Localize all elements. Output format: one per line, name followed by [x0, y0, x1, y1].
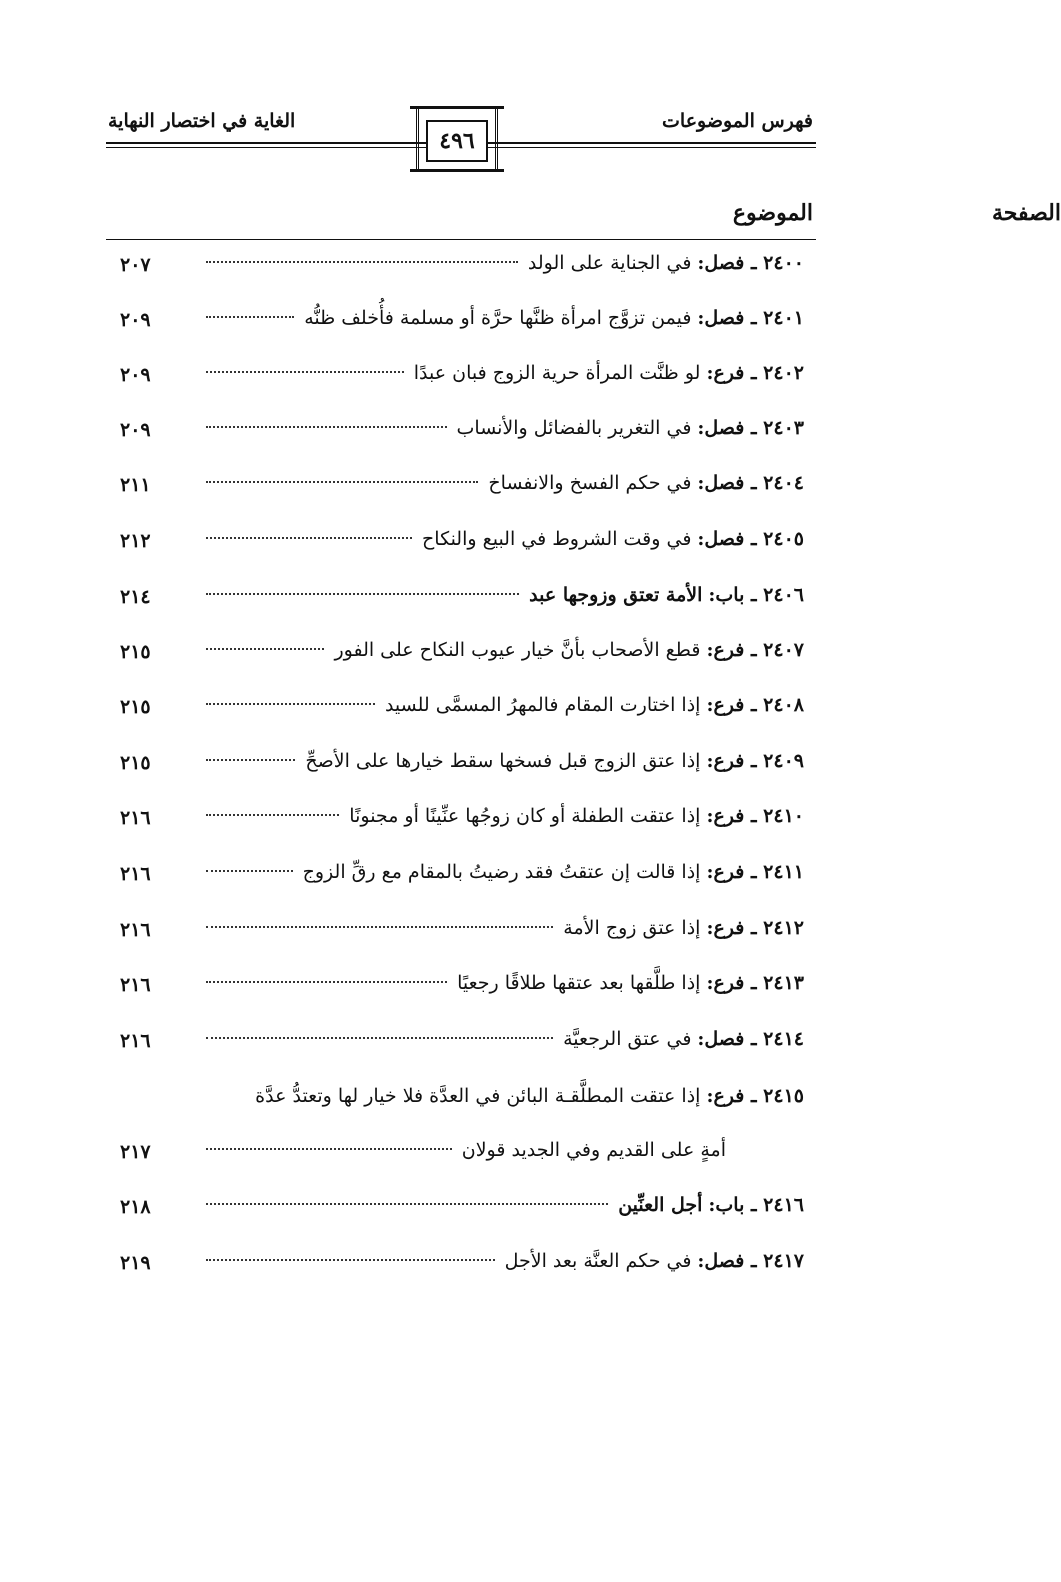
toc-row	[106, 358, 816, 398]
toc-entry	[206, 472, 804, 494]
dot-leader	[206, 1036, 553, 1039]
toc-entry-title: أمةٍ على القديم وفي الجديد قولان	[461, 1139, 726, 1161]
toc-entry-number: ٢٤٠٦ ـ باب:	[708, 584, 804, 606]
running-header-book-title: الغاية في اختصار النهاية	[108, 110, 296, 132]
toc-entry-title: إذا عتقت المطلَّقـة البائن في العدَّة فلا خيار لها وتعتدُّ عدَّة	[255, 1085, 701, 1107]
column-header-page: الصفحة	[991, 200, 1061, 226]
toc-entry	[206, 1194, 804, 1216]
toc-entry-title: الأمة تعتق وزوجها عبد	[529, 584, 703, 606]
page-number: ٤٩٦	[426, 120, 488, 162]
toc-entry-title: إذا عتق الزوج قبل فسخها سقط خيارها على الأصحِّ	[305, 750, 701, 772]
toc-entry-title: في وقت الشروط في البيع والنكاح	[422, 528, 692, 550]
toc-page-number: ٢١٧	[120, 1141, 151, 1163]
toc-entry-title: إذا عتقت الطفلة أو كان زوجُها عنِّينًا أو مجنونًا	[349, 805, 701, 827]
toc-entry	[206, 1250, 804, 1272]
toc-row	[106, 1190, 816, 1230]
toc-page-number: ٢١٩	[120, 1252, 151, 1274]
toc-entry-number: ٢٤١٠ ـ فرع:	[706, 805, 804, 827]
toc-entry	[206, 362, 804, 384]
toc-entry-title: أجل العنِّين	[618, 1194, 703, 1216]
toc-page-number: ٢١٦	[120, 807, 151, 829]
toc-page-number: ٢١٥	[120, 641, 151, 663]
toc-row	[106, 857, 816, 897]
toc-entry	[206, 307, 804, 329]
toc-row	[106, 413, 816, 453]
toc-entry-title: في حكم الفسخ والانفساخ	[488, 472, 692, 494]
toc-entry-number: ٢٤١٦ ـ باب:	[708, 1194, 804, 1216]
toc-entry-number: ٢٤٠٢ ـ فرع:	[706, 362, 804, 384]
toc-row	[106, 248, 816, 288]
toc-entry-number: ٢٤٠٧ ـ فرع:	[706, 639, 804, 661]
toc-row	[106, 303, 816, 343]
dot-leader	[206, 1202, 608, 1205]
toc-row	[106, 968, 816, 1008]
running-header-section: فهرس الموضوعات	[662, 110, 813, 132]
dot-leader	[206, 980, 447, 983]
toc-entry-number: ٢٤٠١ ـ فصل:	[697, 307, 804, 329]
dot-leader	[206, 925, 553, 928]
toc-page-number: ٢١٥	[120, 696, 151, 718]
toc-page-number: ٢١٦	[120, 863, 151, 885]
dot-leader	[206, 869, 293, 872]
toc-entry-title: في عتق الرجعيَّة	[563, 1028, 692, 1050]
toc-entry	[206, 1028, 804, 1050]
toc-entry	[206, 1139, 726, 1161]
toc-entry	[206, 639, 804, 661]
dot-leader	[206, 425, 447, 428]
toc-entry	[206, 1085, 804, 1107]
toc-page-number: ٢١٦	[120, 974, 151, 996]
toc-row	[106, 746, 816, 786]
toc-entry-number: ٢٤٠٤ ـ فصل:	[697, 472, 804, 494]
toc-entry-number: ٢٤٠٩ ـ فرع:	[706, 750, 804, 772]
toc-entry-title: في حكم العنَّة بعد الأجل	[504, 1250, 692, 1272]
toc-entry	[206, 252, 804, 274]
toc-page-number: ٢١٦	[120, 1030, 151, 1052]
toc-entry-number: ٢٤١١ ـ فرع:	[706, 861, 804, 883]
dot-leader	[206, 758, 295, 761]
toc-page-number: ٢١٤	[120, 586, 151, 608]
toc-row	[106, 1135, 816, 1175]
toc-page-number: ٢١٦	[120, 919, 151, 941]
toc-page-number: ٢١٨	[120, 1196, 151, 1218]
toc-page-number: ٢١٢	[120, 530, 151, 552]
toc-entry-title: قطع الأصحاب بأنَّ خيار عيوب النكاح على الفور	[334, 639, 701, 661]
toc-page-number: ٢١١	[120, 474, 151, 496]
column-header-subject: الموضوع	[732, 200, 813, 226]
toc-page-number: ٢٠٩	[120, 419, 151, 441]
toc-entry-title: في التغرير بالفضائل والأنساب	[456, 417, 692, 439]
dot-leader	[206, 260, 518, 263]
toc-row	[106, 1246, 816, 1286]
toc-entry-number: ٢٤١٢ ـ فرع:	[706, 917, 804, 939]
toc-entry	[206, 750, 804, 772]
dot-leader	[206, 592, 519, 595]
toc-entry	[206, 528, 804, 550]
dot-leader	[206, 1147, 452, 1150]
toc-entry	[206, 917, 804, 939]
toc-entry-title: في الجناية على الولد	[527, 252, 692, 274]
dot-leader	[206, 536, 412, 539]
toc-row	[106, 1081, 816, 1121]
toc-entry	[206, 694, 804, 716]
toc-row	[106, 468, 816, 508]
toc-page-number: ٢٠٧	[120, 254, 151, 276]
toc-row	[106, 524, 816, 564]
toc-entry-number: ٢٤١٤ ـ فصل:	[697, 1028, 804, 1050]
toc-entry	[206, 805, 804, 827]
toc-entry-title: إذا اختارت المقام فالمهرُ المسمَّى للسيد	[384, 694, 701, 716]
toc-entry	[206, 972, 804, 994]
toc-entry-number: ٢٤١٥ ـ فرع:	[706, 1085, 804, 1107]
toc-entry-number: ٢٤١٣ ـ فرع:	[706, 972, 804, 994]
toc-entry-title: إذا عتق زوج الأمة	[563, 917, 701, 939]
toc-row	[106, 1024, 816, 1064]
dot-leader	[206, 1258, 495, 1261]
toc-page-number: ٢١٥	[120, 752, 151, 774]
toc-entry-title: إذا طلَّقها بعد عتقها طلاقًا رجعيًا	[457, 972, 701, 994]
dot-leader	[206, 370, 404, 373]
toc-entry-title: فيمن تزوَّج امرأة ظنَّها حرَّة أو مسلمة فأُخلف ظنُّه	[304, 307, 692, 329]
page-number-box	[416, 106, 498, 172]
toc-entry-number: ٢٤٠٨ ـ فرع:	[706, 694, 804, 716]
toc-entry-number: ٢٤٠٥ ـ فصل:	[697, 528, 804, 550]
toc-entry-number: ٢٤٠٣ ـ فصل:	[697, 417, 804, 439]
toc-entry-number: ٢٤١٧ ـ فصل:	[697, 1250, 804, 1272]
column-header-rule	[106, 239, 816, 240]
dot-leader	[206, 702, 375, 705]
toc-entry-title: لو ظنَّت المرأة حرية الزوج فبان عبدًا	[413, 362, 701, 384]
toc-entry-title: إذا قالت إن عتقتُ فقد رضيتُ بالمقام مع رقِّ الزوج	[302, 861, 701, 883]
toc-page-number: ٢٠٩	[120, 364, 151, 386]
toc-row	[106, 580, 816, 620]
toc-row	[106, 635, 816, 675]
toc-entry-number: ٢٤٠٠ ـ فصل:	[697, 252, 804, 274]
toc-entry	[206, 584, 804, 606]
toc-page-number: ٢٠٩	[120, 309, 151, 331]
toc-entry	[206, 417, 804, 439]
toc-entry	[206, 861, 804, 883]
page-number-box-bottom-cap	[410, 169, 504, 172]
toc-row	[106, 690, 816, 730]
dot-leader	[206, 813, 339, 816]
dot-leader	[206, 647, 324, 650]
dot-leader	[206, 480, 478, 483]
toc-row	[106, 801, 816, 841]
toc-row	[106, 913, 816, 953]
dot-leader	[206, 315, 294, 318]
